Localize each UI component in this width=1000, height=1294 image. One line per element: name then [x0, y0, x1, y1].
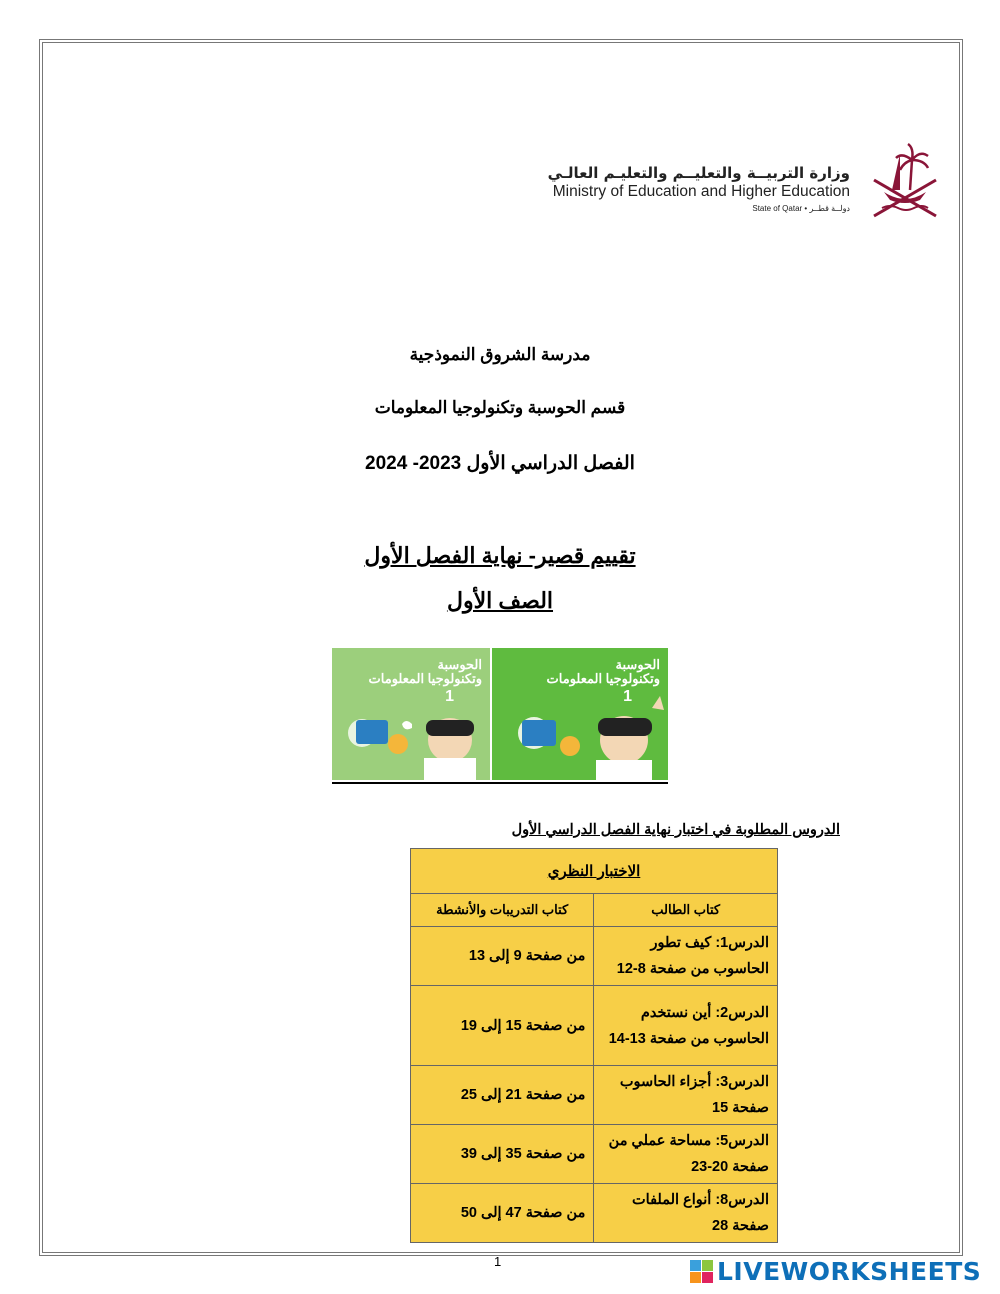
book-title: الحوسبة وتكنولوجيا المعلومات: [368, 657, 482, 686]
lesson-cell: الدرس3: أجزاء الحاسوب صفحة 15: [594, 1066, 778, 1125]
book-illustration-icon: [332, 648, 490, 780]
ministry-name-english: Ministry of Education and Higher Education: [552, 183, 850, 200]
page-number: 1: [494, 1254, 502, 1269]
department-name: قسم الحوسبة وتكنولوجيا المعلومات: [374, 398, 626, 417]
lessons-table: [410, 848, 778, 1243]
pages-cell: من صفحة 15 إلى 19: [411, 986, 594, 1066]
ministry-name-arabic: وزارة التربيــة والتعليــم والتعليـم العالـي: [547, 164, 850, 182]
ministry-name: [510, 164, 850, 213]
ministry-logo: [520, 140, 940, 222]
book-title: الحوسبة وتكنولوجيا المعلومات: [546, 657, 660, 686]
lesson-cell: الدرس2: أين نستخدم الحاسوب من صفحة 13-14: [594, 986, 778, 1066]
col-header-activities-book: كتاب التدريبات والأنشطة: [411, 894, 594, 927]
table-row: [411, 927, 778, 986]
book-number: 1: [623, 688, 632, 705]
pages-cell: من صفحة 47 إلى 50: [411, 1184, 594, 1243]
lesson-cell: الدرس1: كيف تطور الحاسوب من صفحة 8-12: [594, 927, 778, 986]
book-covers: [332, 648, 668, 785]
liveworksheets-logo-icon: [690, 1260, 713, 1283]
book-number: 1: [445, 688, 454, 705]
divider: [332, 782, 668, 784]
book-illustration-icon: [492, 648, 668, 780]
lessons-heading: الدروس المطلوبة في اختبار نهاية الفصل الدراسي الأول: [511, 822, 840, 838]
liveworksheets-text: LIVEWORKSHEETS: [717, 1256, 982, 1286]
activities-book-cover: [332, 648, 490, 780]
pages-cell: من صفحة 9 إلى 13: [411, 927, 594, 986]
table-row: [411, 1066, 778, 1125]
table-row: [411, 1125, 778, 1184]
col-header-student-book: كتاب الطالب: [594, 894, 778, 927]
table-row: [411, 1184, 778, 1243]
liveworksheets-watermark: [690, 1258, 981, 1284]
term-label: الفصل الدراسي الأول 2023- 2024: [365, 453, 635, 474]
assessment-title: تقييم قصير- نهاية الفصل الأول: [364, 543, 636, 568]
student-book-cover: [492, 648, 668, 780]
table-row: [411, 986, 778, 1066]
qatar-emblem-icon: [870, 140, 940, 222]
lesson-cell: الدرس8: أنواع الملفات صفحة 28: [594, 1184, 778, 1243]
lesson-cell: الدرس5: مساحة عملي من صفحة 20-23: [594, 1125, 778, 1184]
grade-label: الصف الأول: [446, 588, 554, 613]
state-of-qatar: State of Qatar • دولــة قطــر: [752, 204, 850, 213]
school-name: مدرسة الشروق النموذجية: [409, 345, 591, 364]
pages-cell: من صفحة 35 إلى 39: [411, 1125, 594, 1184]
table-title: الاختبار النظري: [411, 849, 778, 894]
pages-cell: من صفحة 21 إلى 25: [411, 1066, 594, 1125]
